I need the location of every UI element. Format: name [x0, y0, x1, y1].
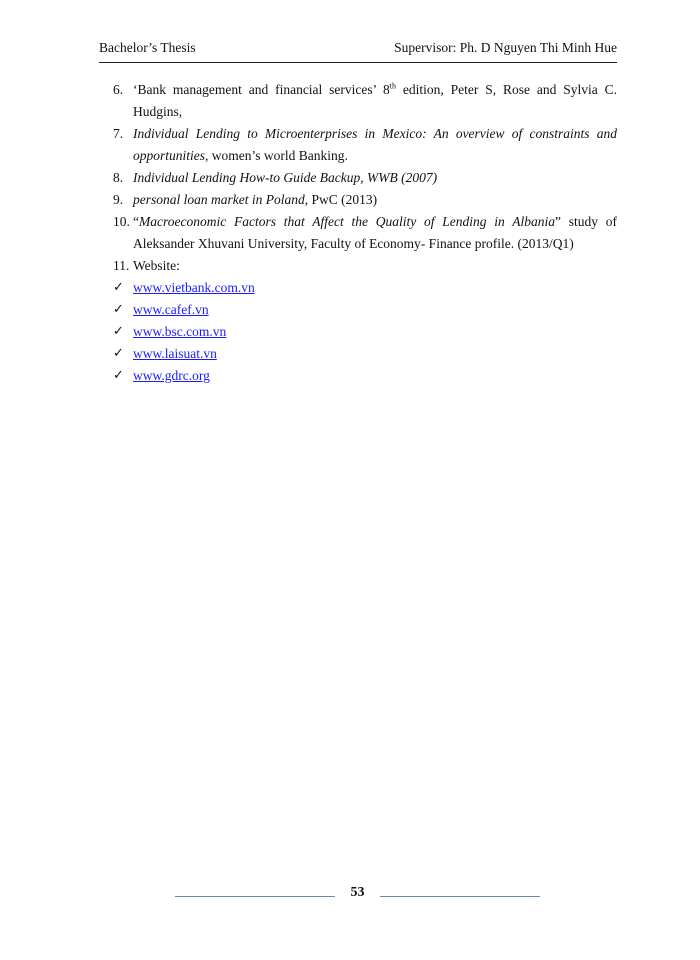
reference-item: [113, 79, 617, 123]
reference-number: 8.: [113, 170, 124, 185]
website-link[interactable]: www.vietbank.com.vn: [133, 280, 255, 295]
reference-item: [113, 189, 617, 211]
reference-title: Individual Lending How-to Guide Backup, WWB (2007): [133, 170, 438, 185]
header-left-title: Bachelor’s Thesis: [99, 40, 196, 55]
reference-text: [133, 189, 617, 211]
reference-title: Macroeconomic Factors that Affect the Quality of Lending in Albania: [139, 214, 555, 229]
reference-post-text: , women’s world Banking.: [205, 148, 348, 163]
page-header: [99, 40, 617, 63]
website-item: [113, 321, 617, 343]
website-link[interactable]: www.cafef.vn: [133, 302, 209, 317]
website-link[interactable]: www.laisuat.vn: [133, 346, 217, 361]
checkmark-icon: ✓: [113, 346, 124, 361]
reference-superscript: th: [389, 81, 397, 91]
header-right-supervisor: Supervisor: Ph. D Nguyen Thi Minh Hue: [394, 40, 617, 55]
reference-post-text: edition, Peter S, Rose and Sylvia C. Hudgins,: [133, 82, 617, 119]
reference-title: Individual Lending to Microenterprises in Mexico: An overview of constraints and opportunities: [133, 126, 617, 163]
footer-divider-left: [175, 896, 335, 897]
website-item: [113, 343, 617, 365]
reference-number: 10.: [113, 214, 130, 229]
page-number: 53: [350, 885, 365, 900]
website-item: [113, 277, 617, 299]
reference-post-text: , PwC (2013): [304, 192, 378, 207]
website-item: [113, 299, 617, 321]
page-footer: [175, 882, 540, 904]
checkmark-icon: ✓: [113, 368, 124, 383]
footer-divider-right: [380, 896, 540, 897]
reference-text: [133, 79, 617, 123]
reference-number: 11.: [113, 258, 130, 273]
reference-item: [113, 211, 617, 255]
website-item: [113, 365, 617, 387]
reference-pre-text: ‘Bank management and financial services’ 8: [133, 82, 390, 97]
reference-text: [133, 123, 617, 167]
reference-text: Website:: [133, 258, 180, 273]
website-list: [113, 277, 617, 387]
reference-text: [133, 167, 617, 189]
checkmark-icon: ✓: [113, 302, 124, 317]
reference-item: [113, 123, 617, 167]
website-link[interactable]: www.bsc.com.vn: [133, 324, 227, 339]
reference-number: 6.: [113, 82, 124, 97]
reference-text: [133, 211, 617, 255]
reference-item: [113, 167, 617, 189]
reference-title: personal loan market in Poland: [133, 192, 305, 207]
checkmark-icon: ✓: [113, 280, 124, 295]
reference-post-text: ” study of Aleksander Xhuvani University, Faculty of Economy- Finance profile. (2013/Q1): [133, 214, 617, 251]
reference-number: 9.: [113, 192, 124, 207]
checkmark-icon: ✓: [113, 324, 124, 339]
reference-number: 7.: [113, 126, 124, 141]
website-link[interactable]: www.gdrc.org: [133, 368, 210, 383]
references-list: [113, 79, 617, 387]
reference-item: [113, 255, 617, 277]
reference-pre-text: “: [133, 214, 139, 229]
